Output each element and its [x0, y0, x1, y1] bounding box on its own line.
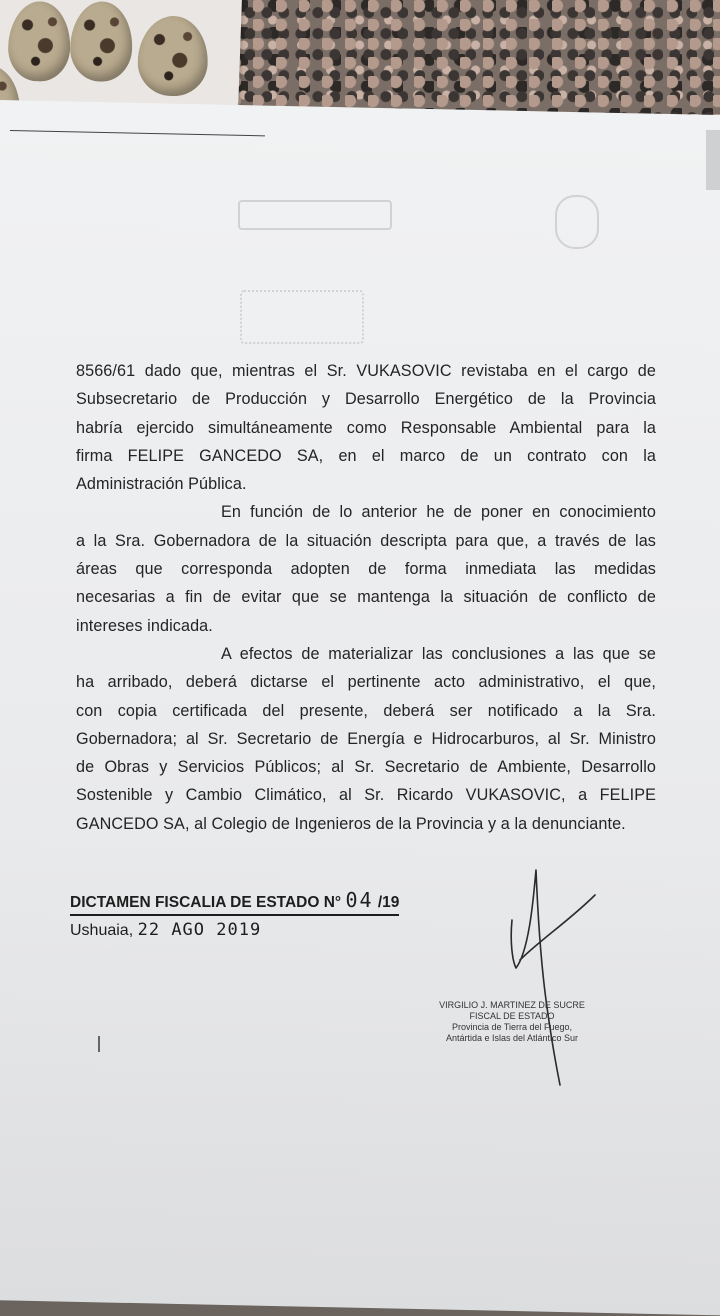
body-line: Administración Pública.: [76, 475, 247, 494]
stamped-date: 22 AGO 2019: [137, 920, 262, 940]
signer-province: Provincia de Tierra del Fuego,: [451, 1022, 573, 1032]
bleed-through-block: [240, 290, 364, 344]
signer-role: FISCAL DE ESTADO: [469, 1011, 555, 1021]
place-date: [70, 920, 261, 940]
body-line: con copia certificada del presente, deberá ser notificado a la Sra.: [76, 701, 656, 720]
dictamen-year: /19: [377, 894, 400, 911]
signer-region: Antártida e Islas del Atlántico Sur: [445, 1033, 579, 1043]
dictamen-label: DICTAMEN FISCALIA DE ESTADO N°: [70, 894, 342, 911]
body-line: intereses indicada.: [76, 616, 213, 635]
document-body: [76, 357, 656, 838]
body-line: GANCEDO SA, al Colegio de Ingenieros de la Provincia y a la denunciante.: [76, 814, 626, 833]
body-line: necesarias a fin de evitar que se mantenga la situación de conflicto de: [76, 588, 656, 607]
body-line: Sostenible y Cambio Climático, al Sr. Ricardo VUKASOVIC, a FELIPE: [76, 786, 656, 805]
body-line: Gobernadora; al Sr. Secretario de Energía e Hidrocarburos, al Sr. Ministro: [76, 729, 656, 748]
quail-egg: [137, 15, 210, 97]
body-line: ha arribado, deberá dictarse el pertinente acto administrativo, el que,: [76, 673, 656, 692]
dictamen-title: [70, 889, 399, 916]
dictamen-number: 04: [345, 888, 374, 912]
body-line: A efectos de materializar las conclusiones a las que se: [221, 644, 656, 663]
bleed-through-stamp: [238, 200, 392, 230]
place-label: Ushuaia,: [70, 922, 134, 939]
body-line: habría ejercido simultáneamente como Responsable Ambiental para la: [76, 418, 656, 437]
signer-name: VIRGILIO J. MARTINEZ DE SUCRE: [439, 1000, 585, 1010]
bleed-through-seal: [555, 195, 599, 249]
paper-edge: [706, 130, 720, 190]
body-line: áreas que corresponda adopten de forma inmediata las medidas: [76, 560, 656, 579]
body-line: firma FELIPE GANCEDO SA, en el marco de un contrato con la: [76, 446, 656, 465]
handwritten-signature: [500, 860, 600, 1090]
body-line: 8566/61 dado que, mientras el Sr. VUKASOVIC revistaba en el cargo de: [76, 362, 656, 380]
signature-block: [437, 1000, 587, 1044]
quail-egg: [69, 0, 134, 82]
body-line: a la Sra. Gobernadora de la situación descripta para que, a través de las: [76, 531, 656, 550]
body-line: de Obras y Servicios Públicos; al Sr. Secretario de Ambiente, Desarrollo: [76, 758, 656, 777]
body-line: Subsecretario de Producción y Desarrollo Energético de la Provincia: [76, 390, 656, 409]
body-line: En función de lo anterior he de poner en conocimiento: [221, 503, 656, 522]
quail-egg: [7, 0, 72, 82]
pen-mark: [98, 1036, 100, 1052]
